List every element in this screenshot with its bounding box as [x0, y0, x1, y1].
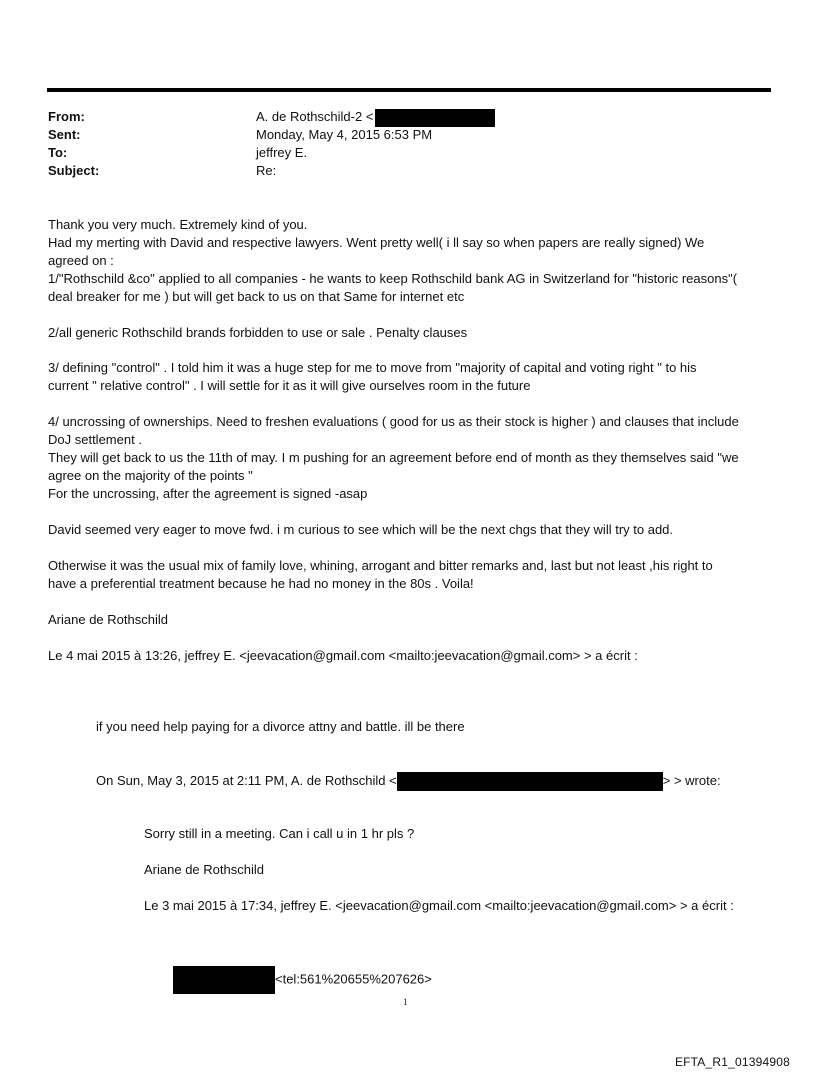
to-label: To:: [48, 145, 68, 160]
redaction-block: [173, 966, 275, 994]
quoted-message-line: if you need help paying for a divorce attny and battle. ill be there: [96, 719, 465, 734]
document-id-footer: EFTA_R1_01394908: [674, 1055, 790, 1069]
body-line: DoJ settlement .: [48, 432, 142, 447]
header-rule: [47, 88, 771, 92]
quoted-signature: Ariane de Rothschild: [144, 862, 264, 877]
body-line: Otherwise it was the usual mix of family love, whining, arrogant and bitter remarks and, last but not least ,his right to: [48, 558, 713, 573]
body-line: They will get back to us the 11th of may. I m pushing for an agreement before end of month as they themselves said "we: [48, 450, 739, 465]
body-line: 1/"Rothschild &co" applied to all companies - he wants to keep Rothschild bank AG in Switzerland for "historic reasons"(: [48, 271, 738, 286]
sent-label: Sent:: [48, 127, 81, 142]
from-value: A. de Rothschild-2 <: [256, 108, 495, 127]
signature: Ariane de Rothschild: [48, 612, 168, 627]
body-line: agree on the majority of the points ": [48, 468, 253, 483]
body-line: For the uncrossing, after the agreement is signed -asap: [48, 486, 368, 501]
subject-value: Re:: [256, 163, 277, 178]
quote-attribution: Le 3 mai 2015 à 17:34, jeffrey E. <jeevacation@gmail.com <mailto:jeevacation@gmail.com> > a écrit :: [144, 898, 734, 913]
sent-value: Monday, May 4, 2015 6:53 PM: [256, 127, 433, 142]
to-value: jeffrey E.: [256, 145, 308, 160]
body-line: David seemed very eager to move fwd. i m curious to see which will be the next chgs that they will try to add.: [48, 522, 674, 537]
body-line: Had my merting with David and respective lawyers. Went pretty well( i ll say so when papers are really signed) We: [48, 235, 705, 250]
from-label: From:: [48, 109, 85, 124]
body-line: Thank you very much. Extremely kind of you.: [48, 217, 308, 232]
body-line: current " relative control" . I will settle for it as it will give ourselves room in the future: [48, 378, 531, 393]
body-line: deal breaker for me ) but will get back to us on that Same for internet etc: [48, 289, 465, 304]
body-line: 3/ defining "control" . I told him it was a huge step for me to move from "majority of capital and voting right " to his: [48, 360, 697, 375]
quoted-phone-line: <tel:561%20655%207626>: [173, 966, 432, 994]
redaction-block: [397, 772, 663, 791]
body-line: 4/ uncrossing of ownerships. Need to freshen evaluations ( good for us as their stock is higher ) and clauses that include: [48, 414, 739, 429]
page-number: 1: [403, 997, 408, 1007]
body-line: 2/all generic Rothschild brands forbidden to use or sale . Penalty clauses: [48, 325, 468, 340]
quote-attribution: On Sun, May 3, 2015 at 2:11 PM, A. de Rothschild < > > wrote:: [96, 772, 721, 791]
body-line: agreed on :: [48, 253, 114, 268]
subject-label: Subject:: [48, 163, 100, 178]
quote-attribution: Le 4 mai 2015 à 13:26, jeffrey E. <jeevacation@gmail.com <mailto:jeevacation@gmail.com> > a écrit :: [48, 648, 638, 663]
body-line: have a preferential treatment because he had no money in the 80s . Voila!: [48, 576, 474, 591]
quoted-message-line: Sorry still in a meeting. Can i call u in 1 hr pls ?: [144, 826, 415, 841]
redaction-block: [375, 109, 495, 127]
